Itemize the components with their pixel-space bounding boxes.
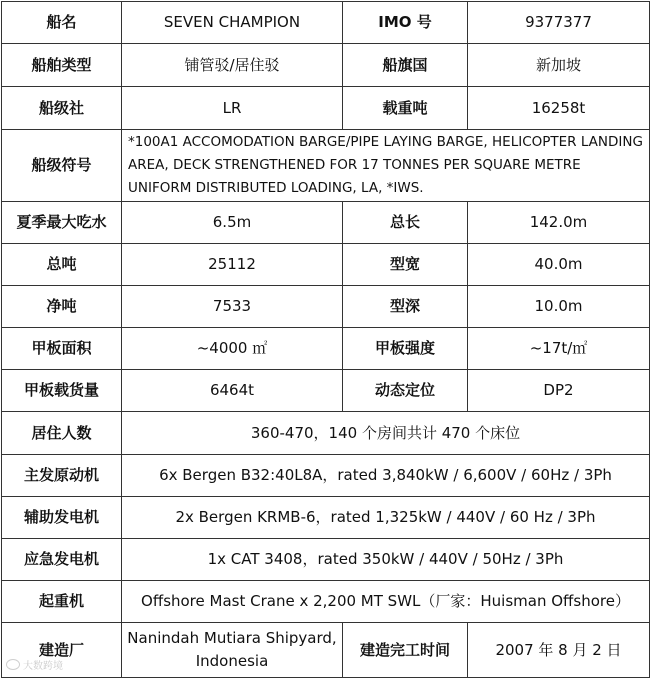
watermark-logo-icon: [6, 659, 20, 670]
label-ship-name: 船名: [2, 2, 122, 44]
label-accommodation: 居住人数: [2, 412, 122, 455]
row-class-notation: [2, 130, 650, 202]
label-draft: 夏季最大吃水: [2, 202, 122, 244]
label-deck-strength: 甲板强度: [343, 328, 468, 370]
value-length: 142.0m: [468, 202, 650, 244]
label-shipyard: 建造厂: [2, 623, 122, 678]
label-main-engine: 主发原动机: [2, 455, 122, 497]
value-class-society: LR: [122, 87, 343, 130]
value-deck-area: ~4000 ㎡: [122, 328, 343, 370]
vessel-spec-table: [1, 1, 650, 678]
row-draft: [2, 202, 650, 244]
value-crane: Offshore Mast Crane x 2,200 MT SWL（厂家：Huisman Offshore）: [122, 581, 650, 623]
row-gross-tonnage: [2, 244, 650, 286]
row-class-society: [2, 87, 650, 130]
value-dynamic-positioning: DP2: [468, 370, 650, 412]
label-aux-generator: 辅助发电机: [2, 497, 122, 539]
value-deck-cargo: 6464t: [122, 370, 343, 412]
label-class-society: 船级社: [2, 87, 122, 130]
label-deck-area: 甲板面积: [2, 328, 122, 370]
label-length: 总长: [343, 202, 468, 244]
value-flag: 新加坡: [468, 44, 650, 87]
value-accommodation: 360-470，140 个房间共计 470 个床位: [122, 412, 650, 455]
row-net-tonnage: [2, 286, 650, 328]
value-shipyard: Nanindah Mutiara Shipyard, Indonesia: [122, 623, 343, 678]
watermark-text: 大数跨境: [23, 661, 63, 672]
value-deadweight: 16258t: [468, 87, 650, 130]
label-imo: IMO 号: [343, 2, 468, 44]
label-class-notation: 船级符号: [2, 130, 122, 202]
label-crane: 起重机: [2, 581, 122, 623]
label-deck-cargo: 甲板载货量: [2, 370, 122, 412]
row-shipyard: [2, 623, 650, 678]
label-completion-date: 建造完工时间: [343, 623, 468, 678]
value-net-tonnage: 7533: [122, 286, 343, 328]
value-main-engine: 6x Bergen B32:40L8A，rated 3,840kW / 6,600V / 60Hz / 3Ph: [122, 455, 650, 497]
value-deck-strength: ~17t/㎡: [468, 328, 650, 370]
row-deck-cargo: [2, 370, 650, 412]
value-emergency-generator: 1x CAT 3408，rated 350kW / 440V / 50Hz / 3Ph: [122, 539, 650, 581]
row-deck-area: [2, 328, 650, 370]
row-emergency-generator: [2, 539, 650, 581]
label-emergency-generator: 应急发电机: [2, 539, 122, 581]
row-ship-type: [2, 44, 650, 87]
label-deadweight: 载重吨: [343, 87, 468, 130]
row-crane: [2, 581, 650, 623]
value-breadth: 40.0m: [468, 244, 650, 286]
label-breadth: 型宽: [343, 244, 468, 286]
watermark: [6, 657, 63, 672]
label-dynamic-positioning: 动态定位: [343, 370, 468, 412]
value-gross-tonnage: 25112: [122, 244, 343, 286]
value-imo: 9377377: [468, 2, 650, 44]
value-ship-type: 铺管驳/居住驳: [122, 44, 343, 87]
value-aux-generator: 2x Bergen KRMB-6，rated 1,325kW / 440V / 60 Hz / 3Ph: [122, 497, 650, 539]
label-depth: 型深: [343, 286, 468, 328]
row-aux-generator: [2, 497, 650, 539]
value-ship-name: SEVEN CHAMPION: [122, 2, 343, 44]
label-net-tonnage: 净吨: [2, 286, 122, 328]
label-ship-type: 船舶类型: [2, 44, 122, 87]
value-completion-date: 2007 年 8 月 2 日: [468, 623, 650, 678]
row-main-engine: [2, 455, 650, 497]
value-depth: 10.0m: [468, 286, 650, 328]
value-class-notation: *100A1 ACCOMODATION BARGE/PIPE LAYING BARGE, HELICOPTER LANDING AREA, DECK STRENGTHENED FOR 17 TONNES PER SQUARE METRE UNIFORM DISTRIBUTED LOADING, LA, *IWS.: [122, 130, 650, 202]
value-draft: 6.5m: [122, 202, 343, 244]
label-gross-tonnage: 总吨: [2, 244, 122, 286]
label-flag: 船旗国: [343, 44, 468, 87]
row-ship-name: [2, 2, 650, 44]
row-accommodation: [2, 412, 650, 455]
